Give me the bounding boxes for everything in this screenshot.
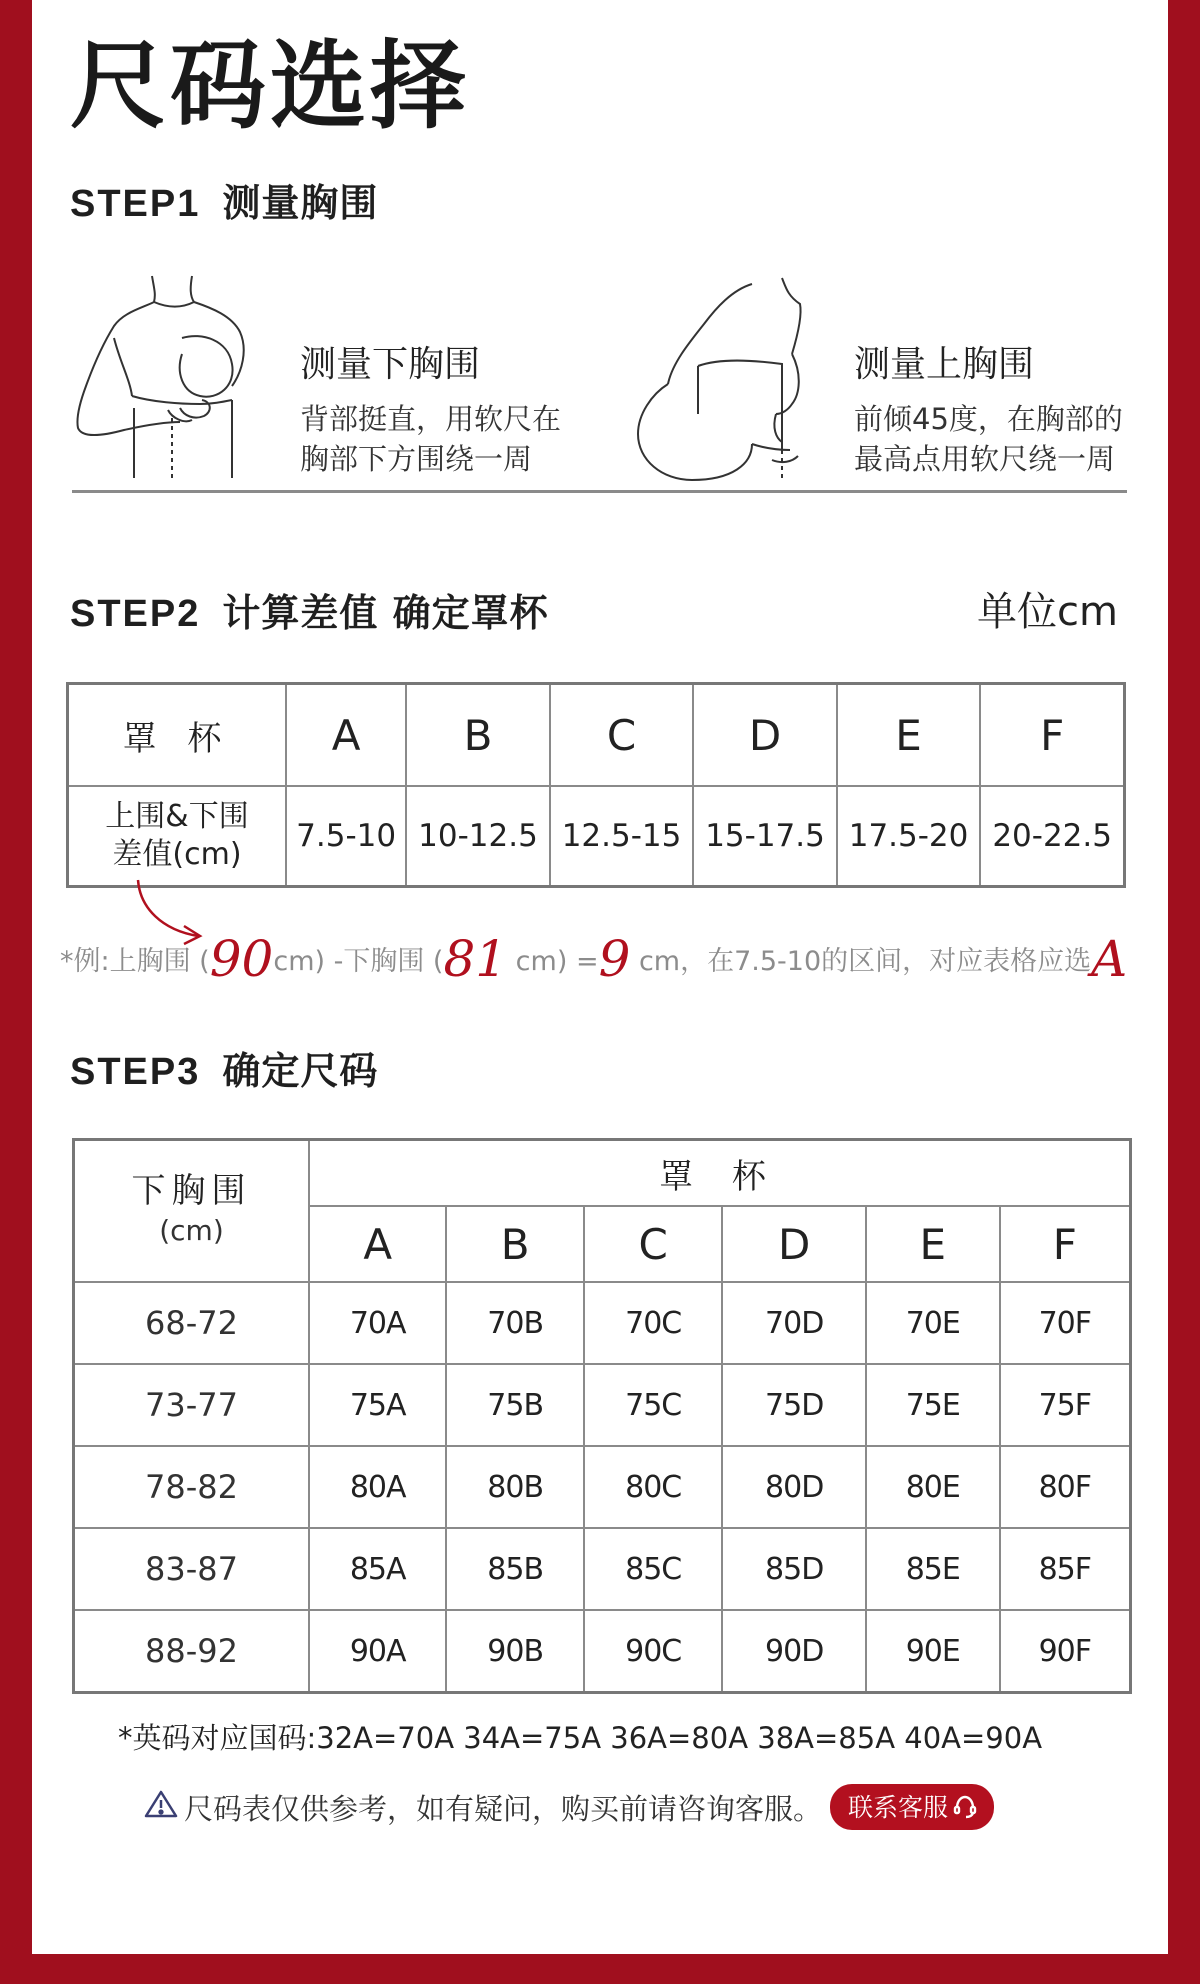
cup-letter: A [309, 1206, 446, 1282]
cup-cell: C [550, 684, 694, 787]
disclaimer-row [144, 1784, 994, 1830]
step1-en: STEP1 [70, 183, 201, 225]
size-cell: 80F [1000, 1446, 1131, 1528]
size-table [72, 1138, 1132, 1694]
size-cell: 85B [446, 1528, 584, 1610]
difference-header-line2: 差值(cm) [112, 837, 242, 872]
cup-cell: D [693, 684, 837, 787]
under-bust-heading: 测量下胸围 [300, 344, 481, 385]
table-row [74, 1610, 1131, 1693]
size-cell: 70C [584, 1282, 722, 1364]
size-cell: 85C [584, 1528, 722, 1610]
size-cell: 70E [866, 1282, 1000, 1364]
range-cell: 68-72 [74, 1282, 310, 1364]
step2-title [70, 582, 549, 637]
contact-service-button[interactable] [830, 1784, 994, 1830]
step2-label: 计算差值 确定罩杯 [222, 591, 549, 635]
step3-label: 确定尺码 [222, 1049, 379, 1093]
cup-cell: E [837, 684, 981, 787]
example-prefix: *例:上胸围 ( [60, 946, 210, 977]
size-cell: 75B [446, 1364, 584, 1446]
range-cell: 73-77 [74, 1364, 310, 1446]
size-cell: 90B [446, 1610, 584, 1693]
under-bust-illustration [72, 268, 312, 478]
range-cell: 78-82 [74, 1446, 310, 1528]
warning-icon [144, 1789, 178, 1826]
cup-cell: A [286, 684, 406, 787]
table-row [74, 1528, 1131, 1610]
step1-title [70, 172, 378, 227]
size-cell: 80B [446, 1446, 584, 1528]
table-row [74, 1282, 1131, 1364]
upper-bust-description [854, 336, 1123, 479]
size-cell: 75C [584, 1364, 722, 1446]
upper-bust-illustration [632, 274, 832, 484]
cup-letter: D [722, 1206, 866, 1282]
cup-letter: C [584, 1206, 722, 1282]
difference-cell: 15-17.5 [693, 786, 837, 887]
size-cell: 70F [1000, 1282, 1131, 1364]
example-calculation [60, 930, 1127, 988]
table-row [74, 1364, 1131, 1446]
size-table-header-row [74, 1140, 1131, 1207]
cup-cell: F [980, 684, 1124, 787]
table-row [74, 1446, 1131, 1528]
page-title: 尺码选择 [70, 30, 470, 142]
size-cell: 80A [309, 1446, 446, 1528]
headset-icon [952, 1793, 978, 1819]
example-under-value: 81 [443, 930, 508, 988]
size-cell: 75A [309, 1364, 446, 1446]
example-mid3: cm，在7.5-10的区间，对应表格应选 [630, 946, 1092, 977]
example-upper-value: 90 [209, 930, 274, 988]
under-bust-line1: 背部挺直，用软尺在 [300, 402, 562, 436]
difference-header [68, 786, 287, 887]
upper-bust-line2: 最高点用软尺绕一周 [854, 442, 1116, 476]
step3-en: STEP3 [70, 1051, 201, 1093]
example-mid1: cm) -下胸围 ( [273, 946, 444, 977]
step2-en: STEP2 [70, 593, 201, 635]
upper-bust-heading: 测量上胸围 [854, 344, 1035, 385]
under-bust-header-line1: 下胸围 [131, 1171, 252, 1211]
difference-cell: 10-12.5 [406, 786, 550, 887]
size-cell: 90D [722, 1610, 866, 1693]
difference-row [68, 786, 1125, 887]
size-cell: 90E [866, 1610, 1000, 1693]
size-cell: 90A [309, 1610, 446, 1693]
cup-difference-table [66, 682, 1126, 888]
step1-label: 测量胸围 [222, 181, 379, 225]
difference-cell: 17.5-20 [837, 786, 981, 887]
size-cell: 70A [309, 1282, 446, 1364]
unit-label: 单位cm [977, 589, 1118, 635]
cup-letter: B [446, 1206, 584, 1282]
example-diff-value: 9 [598, 930, 631, 988]
example-cup-value: A [1091, 930, 1128, 988]
disclaimer-text: 尺码表仅供参考，如有疑问，购买前请咨询客服。 [184, 1791, 823, 1826]
size-cell: 85F [1000, 1528, 1131, 1610]
step3-title [70, 1040, 378, 1095]
size-cell: 75D [722, 1364, 866, 1446]
cup-letter: F [1000, 1206, 1131, 1282]
under-bust-header [74, 1140, 310, 1283]
difference-cell: 12.5-15 [550, 786, 694, 887]
size-cell: 80D [722, 1446, 866, 1528]
cup-group-header: 罩 杯 [309, 1140, 1131, 1207]
under-bust-description [300, 336, 561, 479]
contact-service-label: 联系客服 [848, 1793, 949, 1822]
under-bust-header-line2: (cm) [159, 1214, 224, 1247]
size-guide-page [32, 0, 1168, 1954]
size-cell: 90C [584, 1610, 722, 1693]
cup-header: 罩 杯 [68, 684, 287, 787]
difference-cell: 7.5-10 [286, 786, 406, 887]
difference-header-line1: 上围&下围 [105, 799, 249, 834]
difference-cell: 20-22.5 [980, 786, 1124, 887]
cup-row [68, 684, 1125, 787]
section-divider [72, 490, 1127, 493]
cup-letter: E [866, 1206, 1000, 1282]
size-cell: 75E [866, 1364, 1000, 1446]
upper-bust-line1: 前倾45度，在胸部的 [854, 402, 1123, 436]
size-cell: 80E [866, 1446, 1000, 1528]
size-cell: 70B [446, 1282, 584, 1364]
size-cell: 85A [309, 1528, 446, 1610]
under-bust-line2: 胸部下方围绕一周 [300, 442, 533, 476]
size-conversion-note: *英码对应国码:32A=70A 34A=75A 36A=80A 38A=85A 40A=90A [118, 1721, 1043, 1755]
size-cell: 90F [1000, 1610, 1131, 1693]
cup-cell: B [406, 684, 550, 787]
size-cell: 70D [722, 1282, 866, 1364]
size-cell: 85D [722, 1528, 866, 1610]
range-cell: 83-87 [74, 1528, 310, 1610]
range-cell: 88-92 [74, 1610, 310, 1693]
example-mid2: cm) = [507, 946, 599, 977]
size-cell: 80C [584, 1446, 722, 1528]
size-cell: 85E [866, 1528, 1000, 1610]
size-cell: 75F [1000, 1364, 1131, 1446]
